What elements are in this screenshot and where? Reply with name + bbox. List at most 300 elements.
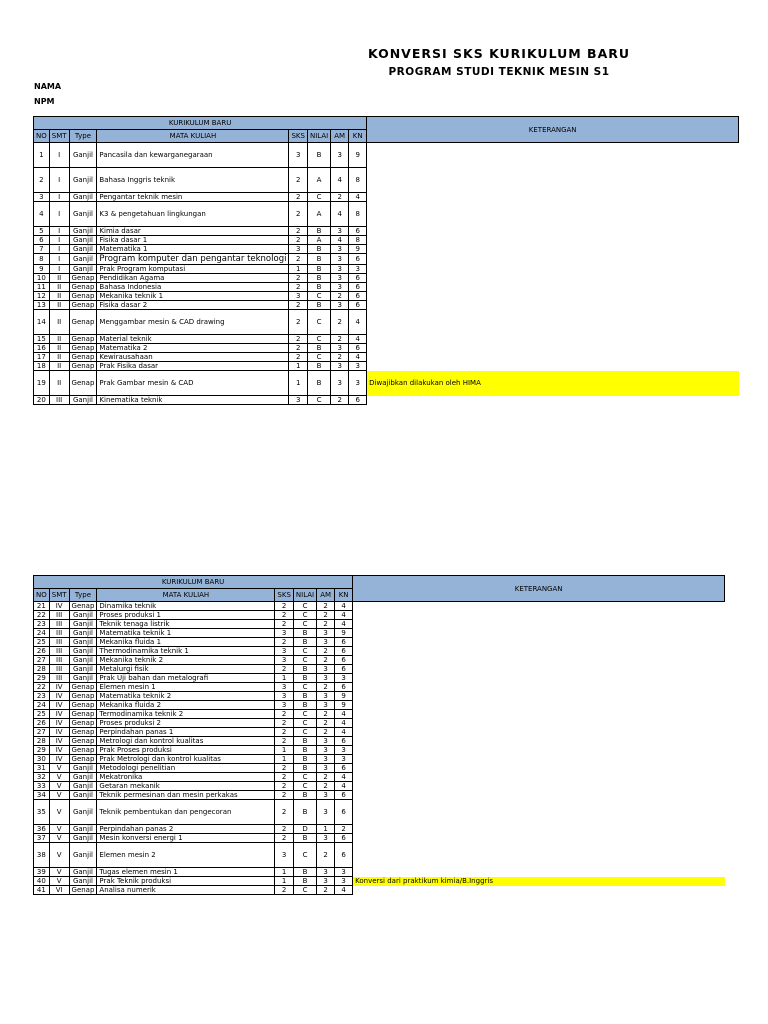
cell-am: 3 — [317, 834, 335, 843]
cell-keterangan — [353, 773, 725, 782]
kurikulum-table-2 — [33, 575, 725, 895]
cell-kn: 3 — [335, 755, 353, 764]
cell-keterangan — [367, 265, 739, 274]
cell-no: 24 — [34, 629, 50, 638]
cell-am: 2 — [317, 843, 335, 868]
cell-no: 12 — [34, 292, 50, 301]
header-smt: SMT — [49, 589, 69, 602]
table-row — [34, 396, 739, 405]
cell-kn: 3 — [335, 674, 353, 683]
cell-type: Ganjil — [69, 877, 97, 886]
cell-mata-kuliah: Thermodinamika teknik 1 — [97, 647, 275, 656]
cell-no: 18 — [34, 362, 50, 371]
header-no: NO — [34, 589, 50, 602]
cell-smt: I — [49, 143, 69, 168]
cell-mata-kuliah: Menggambar mesin & CAD drawing — [97, 310, 289, 335]
table-row — [34, 254, 739, 265]
cell-nilai: C — [307, 335, 330, 344]
table-row — [34, 301, 739, 310]
table-row — [34, 692, 725, 701]
cell-nilai: B — [293, 674, 316, 683]
cell-smt: IV — [49, 728, 69, 737]
cell-keterangan — [367, 344, 739, 353]
cell-no: 35 — [34, 800, 50, 825]
cell-no: 17 — [34, 353, 50, 362]
cell-smt: II — [49, 292, 69, 301]
cell-kn: 4 — [349, 353, 367, 362]
cell-mata-kuliah: Elemen mesin 2 — [97, 843, 275, 868]
cell-no: 14 — [34, 310, 50, 335]
cell-am: 2 — [317, 620, 335, 629]
cell-kn: 8 — [349, 202, 367, 227]
cell-nilai: C — [307, 310, 330, 335]
table-row — [34, 665, 725, 674]
cell-mata-kuliah: Mekanika teknik 1 — [97, 292, 289, 301]
cell-keterangan — [353, 602, 725, 611]
cell-nilai: B — [307, 362, 330, 371]
cell-am: 2 — [331, 193, 349, 202]
cell-type: Genap — [69, 886, 97, 895]
cell-smt: III — [49, 665, 69, 674]
cell-am: 2 — [331, 335, 349, 344]
header-kn: KN — [349, 130, 367, 143]
cell-sks: 2 — [275, 665, 293, 674]
cell-nilai: C — [307, 353, 330, 362]
cell-smt: I — [49, 265, 69, 274]
cell-smt: II — [49, 310, 69, 335]
cell-keterangan — [367, 362, 739, 371]
table-row — [34, 371, 739, 396]
cell-no: 26 — [34, 719, 50, 728]
cell-type: Genap — [69, 737, 97, 746]
cell-type: Genap — [69, 728, 97, 737]
cell-nilai: C — [307, 193, 330, 202]
cell-mata-kuliah: Prak Gambar mesin & CAD — [97, 371, 289, 396]
cell-no: 32 — [34, 773, 50, 782]
cell-nilai: C — [293, 611, 316, 620]
header-sks: SKS — [275, 589, 293, 602]
cell-smt: III — [49, 620, 69, 629]
cell-mata-kuliah: Teknik tenaga listrik — [97, 620, 275, 629]
table-row — [34, 719, 725, 728]
cell-type: Ganjil — [69, 620, 97, 629]
cell-am: 4 — [331, 202, 349, 227]
cell-am: 2 — [317, 611, 335, 620]
cell-nilai: C — [293, 728, 316, 737]
cell-no: 31 — [34, 764, 50, 773]
table-row — [34, 755, 725, 764]
cell-am: 3 — [331, 265, 349, 274]
cell-kn: 4 — [335, 620, 353, 629]
cell-mata-kuliah: Prak Teknik produksi — [97, 877, 275, 886]
cell-keterangan — [353, 764, 725, 773]
cell-kn: 3 — [335, 877, 353, 886]
cell-am: 3 — [331, 344, 349, 353]
table-row — [34, 737, 725, 746]
cell-mata-kuliah: Kimia dasar — [97, 227, 289, 236]
cell-keterangan — [367, 301, 739, 310]
cell-nilai: B — [307, 371, 330, 396]
cell-am: 3 — [331, 227, 349, 236]
cell-sks: 2 — [275, 638, 293, 647]
cell-mata-kuliah: Mekatronika — [97, 773, 275, 782]
cell-type: Ganjil — [69, 782, 97, 791]
header-no: NO — [34, 130, 50, 143]
table-row — [34, 292, 739, 301]
cell-no: 40 — [34, 877, 50, 886]
cell-mata-kuliah: Perpindahan panas 2 — [97, 825, 275, 834]
cell-nilai: C — [293, 843, 316, 868]
table-row — [34, 674, 725, 683]
cell-nilai: B — [307, 344, 330, 353]
cell-mata-kuliah: Prak Program komputasi — [97, 265, 289, 274]
cell-sks: 2 — [289, 283, 307, 292]
cell-keterangan — [353, 611, 725, 620]
cell-keterangan — [353, 746, 725, 755]
cell-no: 4 — [34, 202, 50, 227]
cell-keterangan — [353, 674, 725, 683]
cell-smt: IV — [49, 737, 69, 746]
cell-smt: II — [49, 344, 69, 353]
cell-am: 2 — [317, 710, 335, 719]
cell-smt: I — [49, 245, 69, 254]
table-row — [34, 236, 739, 245]
cell-type: Ganjil — [69, 193, 97, 202]
cell-type: Ganjil — [69, 396, 97, 405]
cell-mata-kuliah: Program komputer dan pengantar teknologi — [97, 254, 289, 265]
cell-am: 2 — [317, 782, 335, 791]
table-row — [34, 202, 739, 227]
table-row — [34, 283, 739, 292]
cell-kn: 4 — [335, 782, 353, 791]
header-nilai: NILAI — [307, 130, 330, 143]
cell-mata-kuliah: Prak Metrologi dan kontrol kualitas — [97, 755, 275, 764]
cell-kn: 9 — [349, 245, 367, 254]
cell-nilai: C — [307, 396, 330, 405]
cell-type: Ganjil — [69, 868, 97, 877]
cell-kn: 6 — [349, 301, 367, 310]
cell-type: Ganjil — [69, 656, 97, 665]
cell-kn: 8 — [349, 236, 367, 245]
cell-sks: 2 — [275, 886, 293, 895]
cell-am: 3 — [331, 245, 349, 254]
cell-sks: 3 — [275, 692, 293, 701]
cell-smt: VI — [49, 886, 69, 895]
cell-nilai: D — [293, 825, 316, 834]
cell-keterangan — [353, 665, 725, 674]
table-row — [34, 362, 739, 371]
cell-kn: 9 — [349, 143, 367, 168]
header-smt: SMT — [49, 130, 69, 143]
cell-mata-kuliah: Pendidikan Agama — [97, 274, 289, 283]
cell-no: 34 — [34, 791, 50, 800]
cell-sks: 2 — [275, 611, 293, 620]
cell-am: 4 — [331, 168, 349, 193]
cell-nilai: B — [293, 868, 316, 877]
cell-no: 21 — [34, 602, 50, 611]
header-keterangan: KETERANGAN — [353, 576, 725, 602]
cell-smt: IV — [49, 710, 69, 719]
cell-sks: 1 — [289, 371, 307, 396]
cell-type: Genap — [69, 292, 97, 301]
cell-nilai: C — [293, 886, 316, 895]
cell-nilai: A — [307, 168, 330, 193]
cell-type: Genap — [69, 701, 97, 710]
cell-sks: 2 — [289, 236, 307, 245]
cell-kn: 6 — [349, 344, 367, 353]
cell-type: Genap — [69, 371, 97, 396]
cell-mata-kuliah: Prak Proses produksi — [97, 746, 275, 755]
cell-keterangan — [353, 843, 725, 868]
cell-no: 3 — [34, 193, 50, 202]
cell-nilai: B — [307, 265, 330, 274]
cell-nilai: B — [307, 143, 330, 168]
table-row — [34, 344, 739, 353]
table-row — [34, 710, 725, 719]
cell-smt: IV — [49, 719, 69, 728]
cell-sks: 3 — [289, 396, 307, 405]
cell-mata-kuliah: Metalurgi fisik — [97, 665, 275, 674]
cell-smt: V — [49, 764, 69, 773]
table-row — [34, 868, 725, 877]
cell-sks: 2 — [275, 800, 293, 825]
cell-type: Ganjil — [69, 773, 97, 782]
cell-mata-kuliah: Matematika teknik 1 — [97, 629, 275, 638]
cell-smt: III — [49, 647, 69, 656]
cell-am: 3 — [331, 362, 349, 371]
cell-kn: 6 — [335, 843, 353, 868]
cell-kn: 4 — [335, 886, 353, 895]
table-row — [34, 791, 725, 800]
cell-sks: 2 — [275, 710, 293, 719]
cell-no: 5 — [34, 227, 50, 236]
cell-no: 10 — [34, 274, 50, 283]
cell-smt: III — [49, 674, 69, 683]
cell-am: 3 — [317, 701, 335, 710]
cell-kn: 4 — [335, 710, 353, 719]
cell-sks: 2 — [289, 274, 307, 283]
cell-smt: II — [49, 353, 69, 362]
page-title: KONVERSI SKS KURIKULUM BARU — [367, 46, 631, 61]
cell-am: 3 — [331, 274, 349, 283]
cell-no: 24 — [34, 701, 50, 710]
cell-sks: 2 — [275, 764, 293, 773]
cell-nilai: C — [293, 773, 316, 782]
cell-no: 39 — [34, 868, 50, 877]
cell-sks: 2 — [289, 310, 307, 335]
cell-nilai: A — [307, 202, 330, 227]
header-group: KURIKULUM BARU — [34, 117, 367, 130]
cell-mata-kuliah: K3 & pengetahuan lingkungan — [97, 202, 289, 227]
cell-kn: 6 — [349, 396, 367, 405]
cell-smt: V — [49, 800, 69, 825]
cell-nilai: B — [307, 274, 330, 283]
cell-smt: III — [49, 611, 69, 620]
cell-no: 9 — [34, 265, 50, 274]
cell-no: 38 — [34, 843, 50, 868]
cell-keterangan — [353, 737, 725, 746]
cell-no: 26 — [34, 647, 50, 656]
table-row — [34, 647, 725, 656]
cell-am: 3 — [317, 629, 335, 638]
header-kn: KN — [335, 589, 353, 602]
cell-keterangan: Konversi dari praktikum kimia/B.Inggris — [353, 877, 725, 886]
cell-sks: 2 — [275, 737, 293, 746]
cell-no: 23 — [34, 692, 50, 701]
cell-mata-kuliah: Prak Uji bahan dan metalografi — [97, 674, 275, 683]
cell-type: Genap — [69, 710, 97, 719]
cell-type: Ganjil — [69, 265, 97, 274]
cell-keterangan — [353, 638, 725, 647]
cell-am: 3 — [331, 283, 349, 292]
cell-type: Ganjil — [69, 168, 97, 193]
cell-mata-kuliah: Fisika dasar 1 — [97, 236, 289, 245]
cell-nilai: B — [293, 692, 316, 701]
cell-am: 2 — [317, 602, 335, 611]
cell-no: 30 — [34, 755, 50, 764]
table-row — [34, 265, 739, 274]
cell-kn: 3 — [335, 868, 353, 877]
cell-am: 3 — [331, 143, 349, 168]
cell-mata-kuliah: Mekanika teknik 2 — [97, 656, 275, 665]
cell-no: 36 — [34, 825, 50, 834]
cell-no: 29 — [34, 746, 50, 755]
cell-smt: I — [49, 236, 69, 245]
cell-kn: 6 — [349, 227, 367, 236]
cell-type: Ganjil — [69, 843, 97, 868]
cell-no: 33 — [34, 782, 50, 791]
table-row — [34, 620, 725, 629]
cell-kn: 9 — [335, 629, 353, 638]
cell-no: 22 — [34, 611, 50, 620]
cell-nilai: B — [307, 254, 330, 265]
cell-smt: III — [49, 396, 69, 405]
table-row — [34, 245, 739, 254]
cell-keterangan — [367, 254, 739, 265]
cell-sks: 2 — [289, 168, 307, 193]
cell-sks: 3 — [275, 629, 293, 638]
cell-nilai: B — [293, 737, 316, 746]
cell-smt: V — [49, 877, 69, 886]
cell-sks: 1 — [275, 877, 293, 886]
cell-nilai: B — [307, 227, 330, 236]
cell-sks: 1 — [275, 674, 293, 683]
cell-keterangan — [353, 656, 725, 665]
cell-am: 2 — [331, 292, 349, 301]
cell-keterangan — [367, 193, 739, 202]
cell-am: 3 — [317, 764, 335, 773]
cell-type: Ganjil — [69, 143, 97, 168]
cell-sks: 2 — [275, 719, 293, 728]
cell-smt: IV — [49, 602, 69, 611]
cell-type: Ganjil — [69, 825, 97, 834]
table-row — [34, 310, 739, 335]
cell-am: 2 — [317, 683, 335, 692]
table-row — [34, 746, 725, 755]
table-row — [34, 611, 725, 620]
cell-kn: 4 — [335, 719, 353, 728]
cell-mata-kuliah: Mekanika fluida 1 — [97, 638, 275, 647]
cell-type: Genap — [69, 719, 97, 728]
cell-kn: 6 — [335, 764, 353, 773]
cell-keterangan — [367, 310, 739, 335]
cell-am: 3 — [317, 638, 335, 647]
cell-kn: 6 — [335, 656, 353, 665]
cell-am: 2 — [331, 396, 349, 405]
cell-keterangan — [353, 868, 725, 877]
cell-type: Ganjil — [69, 254, 97, 265]
cell-mata-kuliah: Proses produksi 2 — [97, 719, 275, 728]
page-subtitle: PROGRAM STUDI TEKNIK MESIN S1 — [388, 66, 610, 78]
cell-mata-kuliah: Teknik pembentukan dan pengecoran — [97, 800, 275, 825]
cell-nilai: C — [293, 656, 316, 665]
cell-nilai: B — [307, 245, 330, 254]
cell-smt: I — [49, 168, 69, 193]
cell-kn: 4 — [335, 773, 353, 782]
cell-smt: V — [49, 782, 69, 791]
table-row — [34, 886, 725, 895]
cell-keterangan — [367, 396, 739, 405]
cell-kn: 6 — [349, 254, 367, 265]
cell-type: Ganjil — [69, 245, 97, 254]
cell-kn: 6 — [335, 791, 353, 800]
cell-type: Ganjil — [69, 611, 97, 620]
cell-keterangan — [353, 782, 725, 791]
table-row — [34, 834, 725, 843]
cell-smt: IV — [49, 746, 69, 755]
cell-no: 37 — [34, 834, 50, 843]
cell-kn: 4 — [349, 335, 367, 344]
cell-smt: V — [49, 773, 69, 782]
cell-kn: 6 — [335, 800, 353, 825]
cell-sks: 3 — [275, 843, 293, 868]
cell-mata-kuliah: Matematika 1 — [97, 245, 289, 254]
cell-no: 22 — [34, 683, 50, 692]
cell-kn: 2 — [335, 825, 353, 834]
cell-nilai: C — [293, 719, 316, 728]
cell-am: 1 — [317, 825, 335, 834]
cell-keterangan — [353, 834, 725, 843]
table-row — [34, 728, 725, 737]
cell-kn: 3 — [335, 746, 353, 755]
cell-mata-kuliah: Mekanika fluida 2 — [97, 701, 275, 710]
cell-keterangan — [367, 202, 739, 227]
cell-mata-kuliah: Bahasa Indonesia — [97, 283, 289, 292]
cell-keterangan — [367, 283, 739, 292]
cell-kn: 3 — [349, 265, 367, 274]
table-row — [34, 193, 739, 202]
cell-am: 3 — [331, 301, 349, 310]
cell-keterangan — [367, 245, 739, 254]
cell-smt: IV — [49, 683, 69, 692]
cell-mata-kuliah: Getaran mekanik — [97, 782, 275, 791]
cell-type: Genap — [69, 344, 97, 353]
cell-type: Ganjil — [69, 834, 97, 843]
cell-kn: 6 — [335, 737, 353, 746]
cell-nilai: B — [307, 301, 330, 310]
cell-am: 2 — [317, 719, 335, 728]
cell-smt: II — [49, 301, 69, 310]
cell-type: Genap — [69, 283, 97, 292]
cell-sks: 2 — [275, 620, 293, 629]
cell-am: 3 — [317, 877, 335, 886]
cell-mata-kuliah: Kewirausahaan — [97, 353, 289, 362]
cell-keterangan — [367, 292, 739, 301]
cell-sks: 2 — [289, 335, 307, 344]
cell-type: Genap — [69, 274, 97, 283]
cell-mata-kuliah: Metodologi penelitian — [97, 764, 275, 773]
cell-sks: 2 — [289, 344, 307, 353]
